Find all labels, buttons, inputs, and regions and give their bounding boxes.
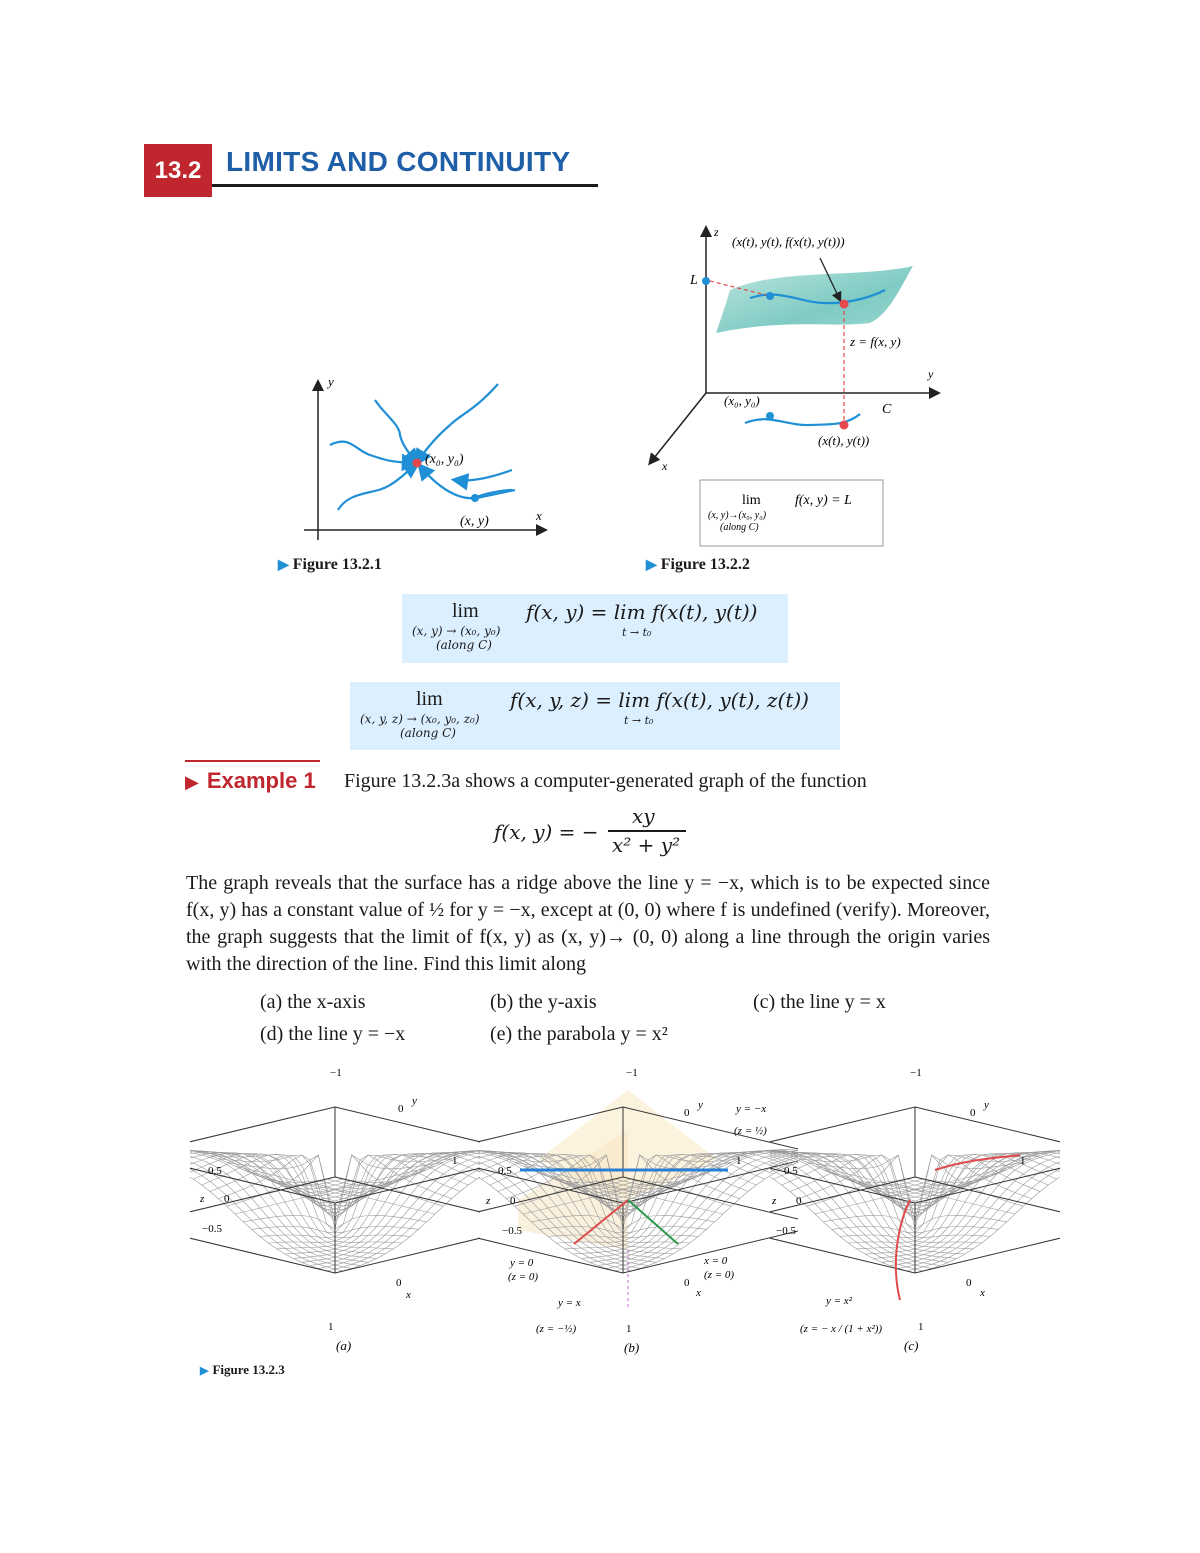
- svg-text:y: y: [412, 1095, 417, 1107]
- wireframe-line: [790, 1154, 990, 1237]
- svg-text:z: z: [486, 1195, 491, 1207]
- y-axis-label-3d: y: [928, 367, 934, 381]
- svg-text:0: 0: [684, 1277, 690, 1289]
- point0-label-3d: (x₀, y₀): [724, 393, 760, 408]
- figure-13-2-3a: [190, 1060, 480, 1360]
- limit-box-sub1: (x, y)→(x₀, y₀): [708, 510, 767, 521]
- equation-box-2d: [402, 594, 788, 663]
- C-label: C: [882, 402, 892, 417]
- svg-text:x: x: [406, 1289, 411, 1301]
- x-axis-label: x: [536, 508, 542, 523]
- svg-text:(z = ½): (z = ½): [734, 1125, 767, 1137]
- svg-text:0: 0: [398, 1103, 404, 1115]
- wireframe-line: [218, 1155, 418, 1233]
- approach-curves: [330, 384, 515, 510]
- svg-text:0: 0: [966, 1277, 972, 1289]
- svg-text:y = x²: y = x²: [826, 1295, 852, 1307]
- svg-text:y: y: [698, 1099, 703, 1111]
- surface-label: z = f(x, y): [850, 334, 901, 349]
- eq1-body: f(x, y) = lim f(x(t), y(t)): [526, 600, 758, 624]
- surface-patch: [716, 266, 913, 333]
- svg-text:1: 1: [1020, 1155, 1026, 1167]
- svg-text:(z = −½): (z = −½): [536, 1323, 577, 1335]
- figure-13-2-3b: [478, 1060, 798, 1360]
- example-label: ▶ Example 1: [185, 768, 316, 793]
- figure-13-2-3-caption: ▶ Figure 13.2.3: [200, 1362, 285, 1377]
- svg-text:−0.5: −0.5: [202, 1223, 222, 1235]
- function-denominator: x² + y²: [612, 833, 681, 857]
- wireframe-line: [285, 1150, 480, 1254]
- example-paragraph: The graph reveals that the surface has a ridge above the line y = −x, which is to be expected since f(x, y) has a constant value of ½ for y = −x, except at (0, 0) where f is undefined (verify). Moreover, the graph suggests that the limit of f(x, y) as (x, y)→ (0, 0) along a line through the origin varies with the direction of the line. Find this limit along: [186, 872, 990, 975]
- domain-point-red: [840, 421, 849, 430]
- svg-text:0.5: 0.5: [498, 1165, 512, 1177]
- wireframe-line: [782, 1153, 982, 1243]
- svg-text:1: 1: [736, 1155, 742, 1167]
- svg-text:(z = 0): (z = 0): [508, 1271, 539, 1283]
- surface-plot-c: [770, 1107, 1060, 1273]
- function-fraction-bar: [608, 830, 686, 832]
- eq2-sub1: (x, y, z) → (x₀, y₀, z₀): [360, 712, 480, 726]
- figure-13-2-1-caption: ▶ Figure 13.2.1: [278, 556, 382, 573]
- svg-text:y = −x: y = −x: [736, 1103, 767, 1115]
- curve-point-label: (x(t), y(t), f(x(t), y(t))): [732, 234, 845, 249]
- wireframe-line: [798, 1155, 998, 1233]
- svg-text:0: 0: [970, 1107, 976, 1119]
- caption-triangle-icon: ▶: [200, 1365, 209, 1377]
- svg-text:y = 0: y = 0: [510, 1257, 534, 1269]
- domain-point-blue: [766, 412, 774, 420]
- eq1-sub2: (along C): [436, 638, 492, 652]
- wireframe-line: [865, 1150, 1060, 1254]
- svg-text:0.5: 0.5: [208, 1165, 222, 1177]
- svg-text:z: z: [200, 1193, 205, 1205]
- caption-triangle-icon: ▶: [646, 558, 657, 573]
- svg-text:−1: −1: [330, 1067, 342, 1079]
- svg-text:y: y: [984, 1099, 989, 1111]
- panel-label-a: (a): [336, 1338, 352, 1353]
- eq2-t-sub: t → t₀: [624, 714, 654, 727]
- list-item-e: (e) the parabola y = x²: [490, 1023, 668, 1045]
- L-point: [702, 277, 710, 285]
- section-title: LIMITS AND CONTINUITY: [226, 146, 571, 177]
- figure-13-2-2: [630, 218, 960, 548]
- figure-13-2-1: [290, 370, 560, 550]
- svg-text:1: 1: [918, 1321, 924, 1333]
- svg-text:1: 1: [626, 1323, 632, 1335]
- function-lhs: f(x, y) = −: [494, 820, 599, 844]
- svg-text:0: 0: [224, 1193, 230, 1205]
- list-item-d: (d) the line y = −x: [260, 1023, 406, 1045]
- point0-label: (x₀, y₀): [425, 452, 464, 467]
- limit-box-rhs: f(x, y) = L: [795, 493, 852, 508]
- eq1-t-sub: t → t₀: [622, 626, 652, 639]
- panel-label-c: (c): [904, 1338, 919, 1353]
- eq2-sub2: (along C): [400, 726, 456, 740]
- section-title-rule: [212, 184, 598, 187]
- z-axis-label: z: [714, 225, 719, 239]
- point-label: (x, y): [460, 514, 489, 529]
- example-triangle-icon: ▶: [185, 772, 199, 792]
- svg-text:−1: −1: [910, 1067, 922, 1079]
- moving-point: [471, 494, 479, 502]
- section-number: 13.2: [144, 144, 212, 197]
- wireframe-line: [202, 1153, 402, 1243]
- svg-text:x: x: [980, 1287, 985, 1299]
- wireframe-line: [832, 1155, 1032, 1233]
- xt-yt-label: (x(t), y(t)): [818, 433, 870, 448]
- limit-box-sub2: (along C): [720, 522, 759, 533]
- list-item-a: (a) the x-axis: [260, 991, 366, 1013]
- svg-text:1: 1: [452, 1155, 458, 1167]
- example-rule: [185, 760, 320, 762]
- limit-point: [413, 459, 422, 468]
- eq2-lim: lim: [416, 688, 443, 710]
- L-label: L: [690, 273, 698, 288]
- svg-text:x = 0: x = 0: [704, 1255, 728, 1267]
- eq1-sub1: (x, y) → (x₀, y₀): [412, 624, 501, 638]
- annotations-c: [800, 1295, 882, 1335]
- svg-text:0: 0: [510, 1195, 516, 1207]
- figure-13-2-3c: [770, 1060, 1060, 1360]
- wireframe-line: [268, 1153, 468, 1243]
- svg-text:1: 1: [328, 1321, 334, 1333]
- list-item-c: (c) the line y = x: [753, 991, 886, 1013]
- figure-13-2-2-caption: ▶ Figure 13.2.2: [646, 556, 750, 573]
- panel-label-b: (b): [624, 1340, 640, 1355]
- wireframe-line: [252, 1155, 452, 1233]
- surface-plot-a: [190, 1107, 480, 1273]
- wireframe-line: [210, 1154, 410, 1237]
- svg-text:−1: −1: [626, 1067, 638, 1079]
- svg-text:(z = 0): (z = 0): [704, 1269, 735, 1281]
- svg-text:(z = − x / (1 + x²)): (z = − x / (1 + x²)): [800, 1323, 883, 1335]
- function-numerator: xy: [632, 804, 655, 828]
- eq2-body: f(x, y, z) = lim f(x(t), y(t), z(t)): [510, 688, 809, 712]
- svg-text:0.5: 0.5: [784, 1165, 798, 1177]
- x-axis-3d: [650, 393, 706, 463]
- svg-text:z: z: [772, 1195, 777, 1207]
- example-intro: Figure 13.2.3a shows a computer-generated graph of the function: [344, 770, 867, 792]
- svg-text:0: 0: [796, 1195, 802, 1207]
- surface-point-blue: [766, 292, 774, 300]
- eq1-lim: lim: [452, 600, 479, 622]
- x-axis-label-3d: x: [662, 459, 668, 473]
- svg-text:0: 0: [684, 1107, 690, 1119]
- caption-triangle-icon: ▶: [278, 558, 289, 573]
- svg-text:y = x: y = x: [558, 1297, 581, 1309]
- parabola-curve-lower: [896, 1200, 910, 1300]
- wireframe-line: [260, 1154, 460, 1237]
- limit-box-lim: lim: [742, 493, 761, 508]
- list-item-b: (b) the y-axis: [490, 991, 597, 1013]
- svg-text:x: x: [696, 1287, 701, 1299]
- equation-box-3d: [350, 682, 840, 750]
- wireframe-line: [840, 1154, 1040, 1237]
- surface-point-red: [840, 300, 849, 309]
- svg-text:−0.5: −0.5: [502, 1225, 522, 1237]
- svg-text:0: 0: [396, 1277, 402, 1289]
- svg-text:−0.5: −0.5: [776, 1225, 796, 1237]
- y-axis-label: y: [328, 374, 334, 389]
